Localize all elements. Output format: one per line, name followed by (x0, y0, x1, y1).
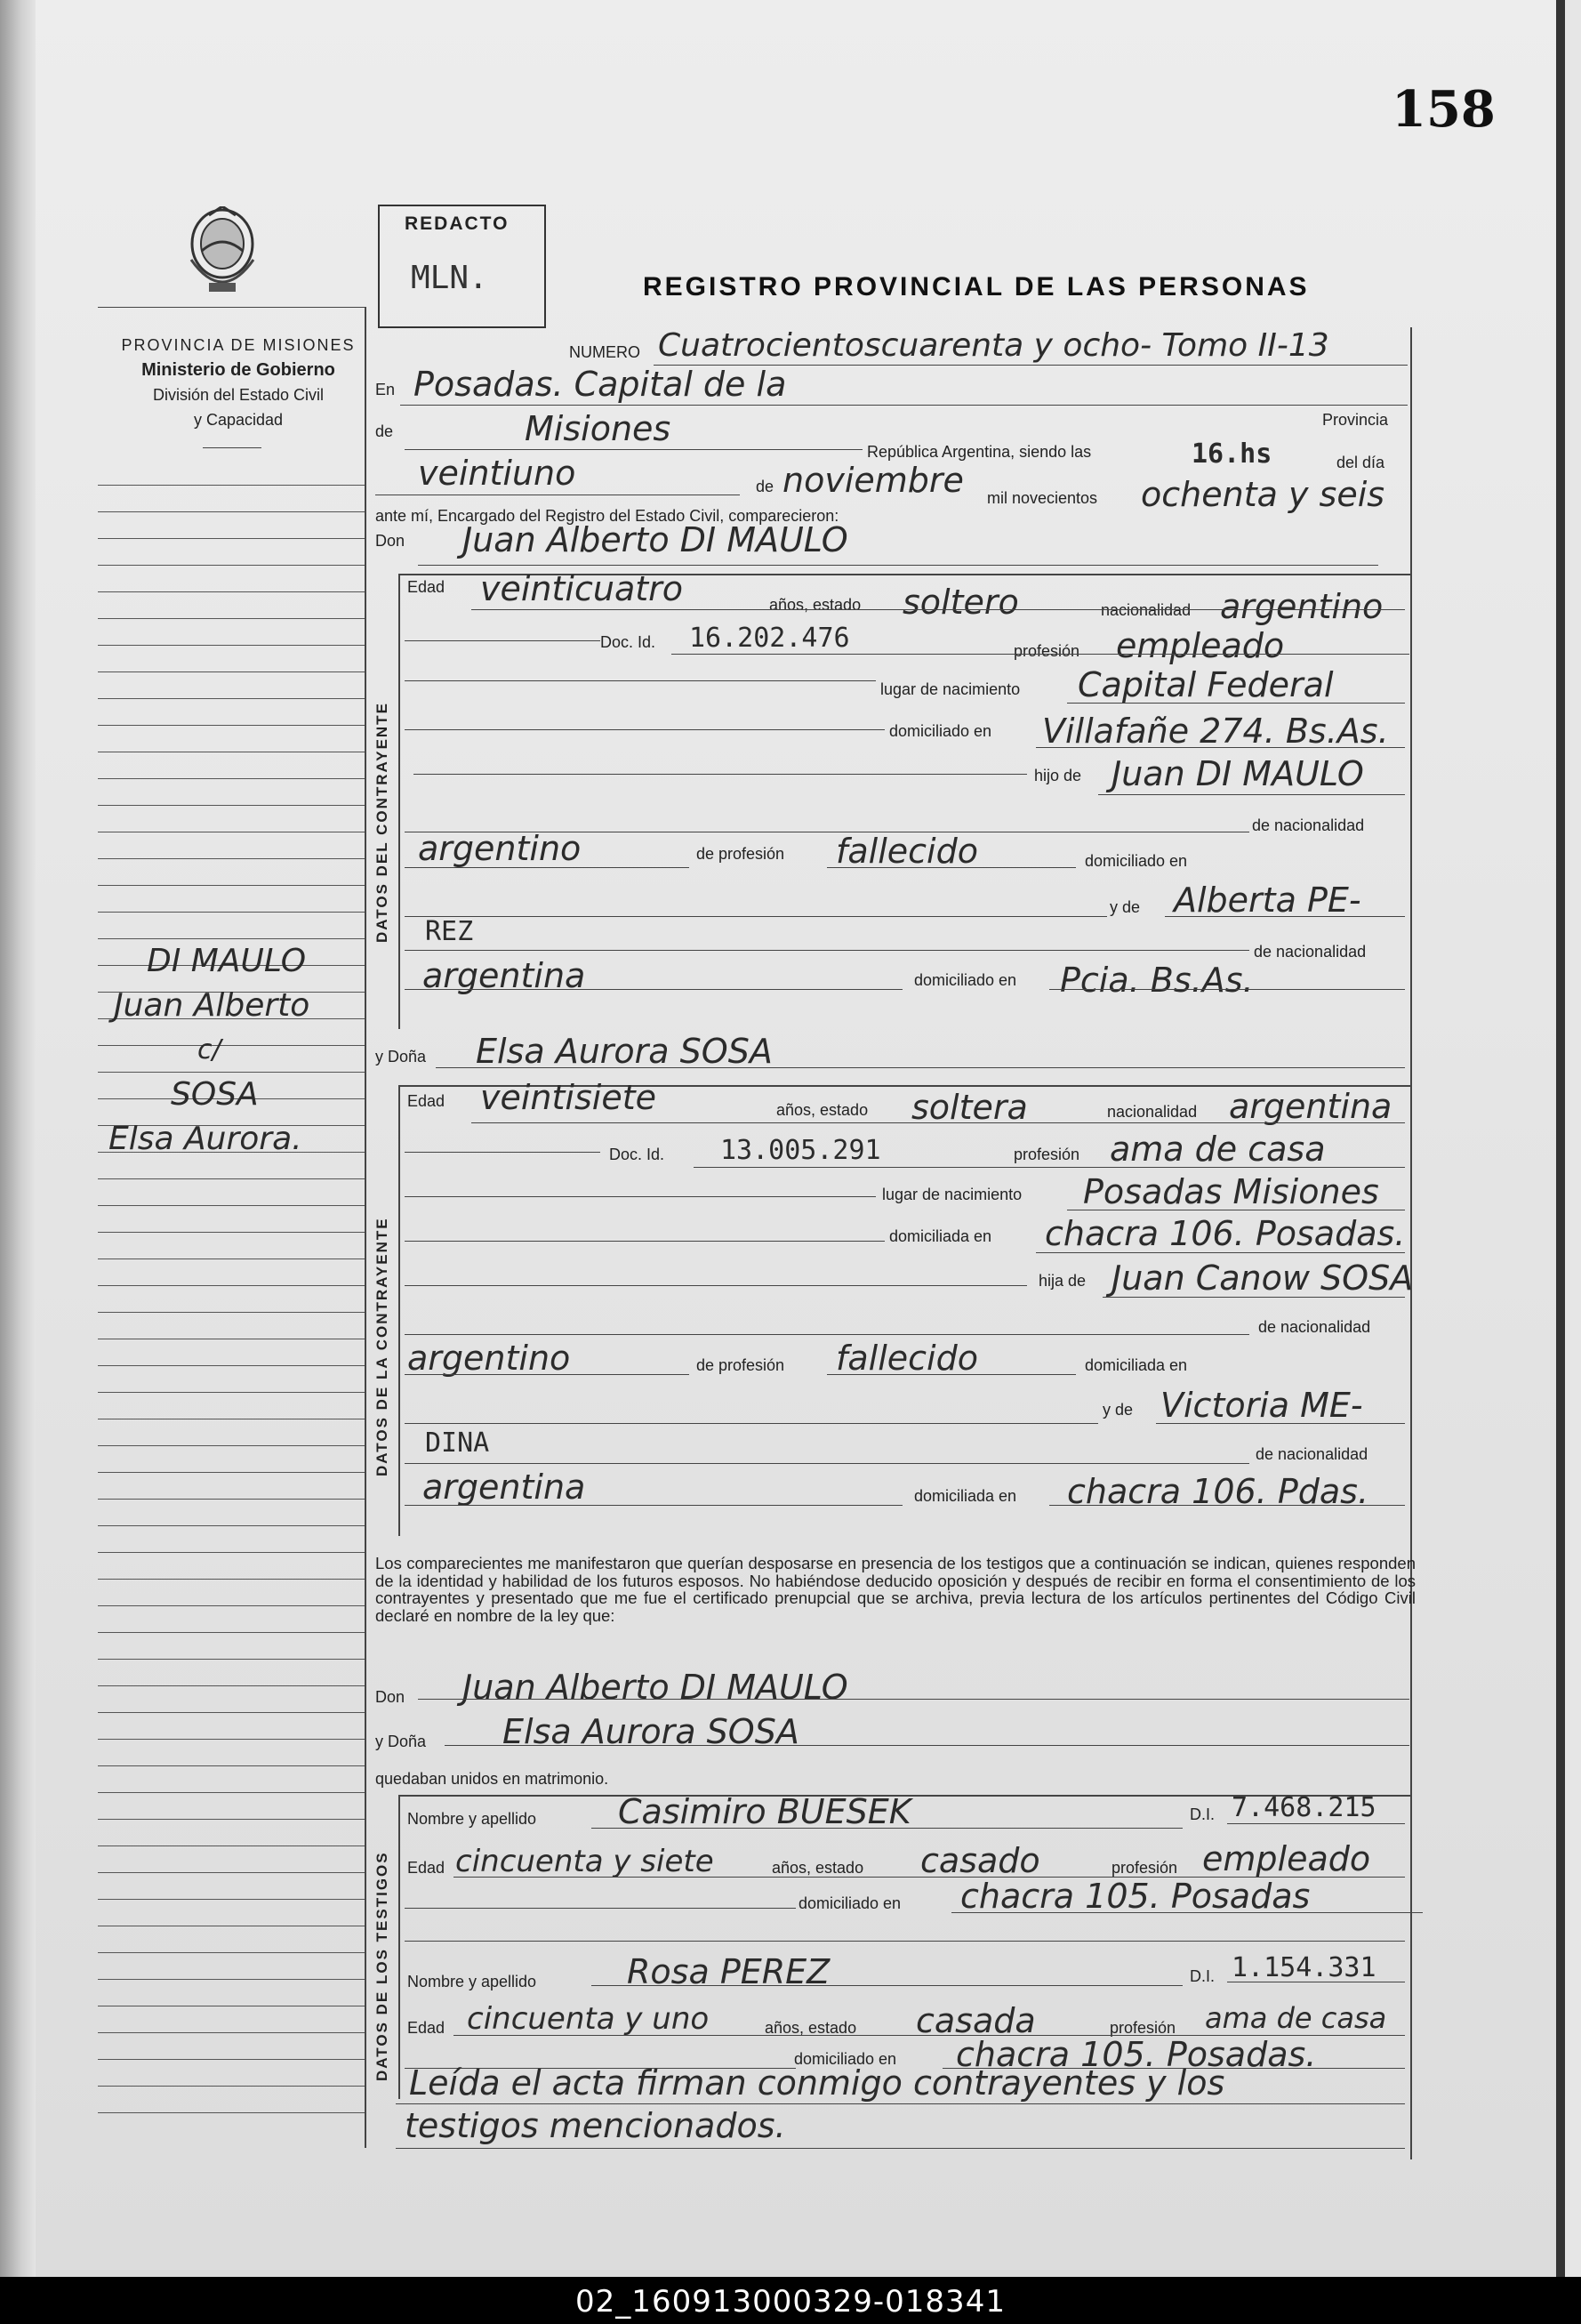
y-de-label: y de (1103, 1401, 1134, 1419)
t2-nombre-label: Nombre y apellido (407, 1973, 537, 1990)
rule (1165, 916, 1405, 917)
domiciliada-label: domiciliada en (1085, 1356, 1188, 1374)
margin-rule-line (98, 1392, 365, 1393)
margin-rule-line (98, 1472, 365, 1473)
doc-label: Doc. Id. (609, 1146, 665, 1163)
t2-di-value: 1.154.331 (1232, 1952, 1376, 1983)
rule (405, 989, 903, 990)
margin-rule-line (98, 1899, 365, 1900)
padre-prof-value: fallecido (836, 1339, 978, 1378)
hora-value: 16.hs (1192, 438, 1272, 470)
nacionalidad-value: argentino (1220, 587, 1384, 626)
redacto-label: REDACTO (405, 213, 510, 234)
margin-rule-line (98, 591, 365, 592)
margin-rule-line (98, 1258, 365, 1259)
edad-value: veintisiete (480, 1078, 656, 1117)
t2-domicilio-value: chacra 105. Posadas. (956, 2035, 1317, 2074)
declaration-paragraph: Los comparecientes me manifestaron que querían desposarse en presencia de los testigos que a continuación se indican, quienes responden de la identidad y habilidad de los futuros esposos. No habiéndose deducido oposición y después de recibir en forma el consentimiento de los contrayentes y presentado que me fue el certificado prenupcial que se archiva, previa lectura de los artículos pertinentes del Código Civil declaré en nombre de la ley que: (375, 1554, 1416, 1625)
rule (1156, 1423, 1405, 1424)
de2-label: de (756, 478, 774, 495)
redacto-box (378, 205, 546, 328)
de-nac-label: de nacionalidad (1258, 1318, 1371, 1336)
rule (405, 916, 1107, 917)
padre-prof-value: fallecido (836, 832, 978, 871)
madre-dom-label: domiciliada en (914, 1487, 1017, 1505)
rule (405, 1505, 903, 1506)
margin-top-rule (98, 307, 365, 308)
lugar-label: lugar de nacimiento (882, 1186, 1023, 1203)
margin-rule-line (98, 2059, 365, 2060)
t1-profesion-value: empleado (1202, 1839, 1371, 1878)
t1-domicilio-value: chacra 105. Posadas (960, 1877, 1311, 1916)
margin-rule-line (98, 1232, 365, 1233)
madre-value-2: REZ (425, 916, 474, 947)
margin-rule-line (98, 1685, 365, 1686)
redacto-initials: MLN. (411, 260, 488, 296)
rule (1227, 1823, 1405, 1824)
margin-rule-line (98, 645, 365, 646)
rule (591, 1985, 1183, 1986)
rule (405, 680, 876, 681)
domicilio-value: chacra 106. Posadas. (1045, 1214, 1406, 1253)
rule (405, 1285, 1027, 1286)
de-nac-label: de nacionalidad (1252, 816, 1365, 834)
t2-edad-value: cincuenta y uno (467, 2001, 710, 2037)
margin-rule-line (98, 1819, 365, 1820)
margin-rule-line (98, 1712, 365, 1713)
rule (1098, 794, 1405, 795)
doc-value: 13.005.291 (720, 1135, 881, 1166)
lugar-label: lugar de nacimiento (880, 680, 1021, 698)
margin-rule-line (98, 2086, 365, 2087)
margin-rule-line (98, 1205, 365, 1206)
madre-value-1: Alberta PE- (1174, 881, 1361, 920)
margin-rule-line (98, 1792, 365, 1793)
margin-rule-line (98, 671, 365, 672)
domicilio-label: domiciliado en (889, 722, 992, 740)
margin-rule-line (98, 938, 365, 939)
don-value: Juan Alberto DI MAULO (462, 520, 848, 559)
de-nac-label-2: de nacionalidad (1254, 943, 1367, 961)
rule (1067, 703, 1405, 704)
rule (445, 1745, 1409, 1746)
margin-given-2: Elsa Aurora. (108, 1121, 302, 1157)
rule (405, 1334, 1249, 1335)
rule (591, 1828, 1183, 1829)
margin-rule-line (98, 1605, 365, 1606)
nacionalidad-value: argentina (1229, 1087, 1392, 1126)
t1-di-value: 7.468.215 (1232, 1792, 1376, 1823)
de-value: Misiones (525, 409, 671, 448)
de-prof-label: de profesión (696, 1356, 785, 1374)
groom-section-label: DATOS DEL CONTRAYENTE (373, 702, 390, 943)
don-label: Don (375, 532, 405, 550)
mil-label: mil novecientos (987, 489, 1098, 507)
nacionalidad-label: nacionalidad (1101, 601, 1192, 619)
del-dia-label: del día (1336, 454, 1385, 471)
rule (405, 950, 1249, 951)
madre-dom-label: domiciliado en (914, 971, 1017, 989)
doc-label: Doc. Id. (600, 633, 656, 651)
margin-rule-line (98, 1765, 365, 1766)
t1-edad-label: Edad (407, 1859, 445, 1877)
division-line: División del Estado Civil (152, 386, 325, 404)
rule (1049, 1505, 1405, 1506)
hija-label: hija de (1039, 1272, 1087, 1290)
rule (405, 1463, 1249, 1464)
margin-rule-line (98, 778, 365, 779)
closing-line-1: Leída el acta firman conmigo contrayentes y los (409, 2063, 1225, 2103)
profesion-label: profesión (1014, 1146, 1080, 1163)
rule (396, 2148, 1405, 2149)
margin-rule-line (98, 885, 365, 886)
page-number: 158 (1392, 80, 1496, 139)
rule (418, 1699, 1409, 1700)
rule (405, 640, 600, 641)
margin-rule-line (98, 1285, 365, 1286)
t1-domicilio-label: domiciliado en (799, 1894, 902, 1912)
t2-nombre-value: Rosa PEREZ (627, 1952, 831, 1991)
t2-estado-value: casada (916, 2001, 1036, 2040)
rule (1049, 989, 1405, 990)
dona-value: Elsa Aurora SOSA (476, 1032, 773, 1071)
margin-rule-line (98, 1365, 365, 1366)
margin-rule-line (98, 538, 365, 539)
margin-surname-1: DI MAULO (147, 943, 307, 979)
rule (827, 1374, 1076, 1375)
margin-rule-line (98, 618, 365, 619)
margin-rule-line (98, 1445, 365, 1446)
rule (405, 1941, 1405, 1942)
edad-label: Edad (407, 578, 445, 596)
rule (405, 449, 863, 450)
domicilio-label: domiciliada en (889, 1227, 992, 1245)
margin-rule-line (98, 725, 365, 726)
lugar-value: Posadas Misiones (1083, 1172, 1379, 1211)
province-line: PROVINCIA DE MISIONES (121, 336, 356, 354)
edad-value: veinticuatro (480, 569, 683, 608)
anos-label: años, estado (776, 1101, 869, 1119)
t1-nombre-label: Nombre y apellido (407, 1810, 537, 1828)
margin-rule-line (98, 1579, 365, 1580)
en-label: En (375, 381, 396, 398)
t2-anos-label: años, estado (765, 2019, 857, 2037)
estado-value: soltera (911, 1088, 1028, 1127)
rule (1036, 1252, 1405, 1253)
rule (1103, 1297, 1405, 1298)
decl-dona-label: y Doña (375, 1733, 427, 1750)
y-de-label: y de (1110, 898, 1141, 916)
margin-rule-line (98, 805, 365, 806)
margin-given-1: Juan Alberto (114, 987, 310, 1024)
en-value: Posadas. Capital de la (413, 365, 787, 404)
rule (400, 405, 1408, 406)
rule (413, 774, 1027, 775)
de-label: de (375, 422, 394, 440)
margin-rule-line (98, 1072, 365, 1073)
t2-profesion-value: ama de casa (1205, 2001, 1387, 2035)
rule (405, 1241, 885, 1242)
numero-value: Cuatrocientoscuarenta y ocho- Tomo II-13 (658, 327, 1329, 364)
margin-rule-line (98, 1045, 365, 1046)
rule (671, 654, 1409, 655)
quedaban-text: quedaban unidos en matrimonio. (375, 1770, 609, 1788)
de-nac-label-2: de nacionalidad (1256, 1445, 1368, 1463)
numero-label: NUMERO (569, 343, 640, 361)
document-title: REGISTRO PROVINCIAL DE LAS PERSONAS (643, 272, 1310, 302)
margin-rule-line (98, 698, 365, 699)
t2-edad-label: Edad (407, 2019, 445, 2037)
t2-di-label: D.I. (1190, 1967, 1216, 1985)
provincia-label: Provincia (1322, 411, 1389, 429)
republica-label: República Argentina, siendo las (867, 443, 1092, 461)
divider (203, 447, 261, 448)
rule (405, 1152, 600, 1153)
dona-label: y Doña (375, 1048, 427, 1066)
madre-value-1: Victoria ME- (1160, 1386, 1363, 1425)
bride-section-label: DATOS DE LA CONTRAYENTE (373, 1217, 390, 1476)
margin-rule-line (98, 1872, 365, 1873)
t1-profesion-label: profesión (1112, 1859, 1178, 1877)
rule (405, 729, 885, 730)
t1-nombre-value: Casimiro BUESEK (618, 1792, 911, 1831)
rule (405, 867, 689, 868)
estado-value: soltero (903, 583, 1019, 622)
closing-line-2: testigos mencionados. (405, 2106, 786, 2145)
padre-value: Juan Canow SOSA (1112, 1258, 1414, 1298)
hijo-label: hijo de (1034, 767, 1082, 784)
margin-rule-line (98, 2032, 365, 2033)
margin-rule-line (98, 565, 365, 566)
nacionalidad-label: nacionalidad (1107, 1103, 1198, 1121)
anio-value: ochenta y seis (1141, 475, 1385, 514)
margin-rule-line (98, 1979, 365, 1980)
rule (436, 1067, 1405, 1068)
margin-rule-line (98, 1952, 365, 1953)
dia-value: veintiuno (418, 454, 576, 493)
decl-don-label: Don (375, 1688, 405, 1706)
rule (405, 1908, 796, 1909)
anos-label: años, estado (769, 596, 862, 614)
margin-rule-line (98, 485, 365, 486)
t1-estado-value: casado (920, 1841, 1040, 1880)
margin-connector: c/ (197, 1034, 221, 1066)
rule (418, 565, 1378, 566)
book-spine (0, 0, 36, 2277)
ante-text: ante mí, Encargado del Registro del Estado Civil, comparecieron: (375, 507, 839, 525)
rule (1036, 747, 1405, 748)
rule (471, 1122, 1405, 1123)
margin-rule-line (98, 2112, 365, 2113)
rule (471, 609, 1405, 610)
rule (405, 1374, 689, 1375)
rule (951, 1912, 1423, 1913)
rule (396, 2103, 1405, 2104)
domicilio-value: Villafañe 274. Bs.As. (1042, 712, 1389, 751)
t1-edad-value: cincuenta y siete (455, 1844, 714, 1879)
madre-dom-value: chacra 106. Pdas. (1067, 1472, 1369, 1511)
margin-rule-line (98, 511, 365, 512)
margin-rule-line (98, 1552, 365, 1553)
footer-bar (0, 2277, 1581, 2324)
madre-dom-value: Pcia. Bs.As. (1060, 961, 1254, 1000)
margin-rule-line (98, 1178, 365, 1179)
edad-label: Edad (407, 1092, 445, 1110)
margin-rule-line (98, 1525, 365, 1526)
mes-value: noviembre (782, 461, 964, 500)
profesion-value: empleado (1116, 626, 1285, 665)
domiciliado-label: domiciliado en (1085, 852, 1188, 870)
rule (694, 1167, 1405, 1168)
lugar-value: Capital Federal (1078, 665, 1334, 704)
margin-rule-line (98, 1739, 365, 1740)
rule (827, 867, 1076, 868)
ministry-line: Ministerio de Gobierno (141, 360, 335, 380)
margin-border (365, 307, 366, 2148)
province-crest-icon (182, 206, 262, 315)
margin-rule-line (98, 858, 365, 859)
capacity-line: y Capacidad (193, 411, 284, 429)
padre-value: Juan DI MAULO (1112, 754, 1364, 793)
doc-value: 16.202.476 (689, 623, 850, 654)
padre-nac-value: argentino (407, 1339, 571, 1378)
margin-rule-line (98, 912, 365, 913)
profesion-label: profesión (1014, 642, 1080, 660)
profesion-value: ama de casa (1110, 1130, 1326, 1169)
decl-dona-value: Elsa Aurora SOSA (502, 1712, 799, 1751)
decl-don-value: Juan Alberto DI MAULO (462, 1668, 848, 1707)
de-prof-label: de profesión (696, 845, 785, 863)
rule (405, 1196, 876, 1197)
t1-di-label: D.I. (1190, 1805, 1216, 1823)
margin-rule-line (98, 1632, 365, 1633)
rule (405, 1423, 1098, 1424)
madre-nac-value: argentina (422, 956, 586, 995)
footer-label: 02_160913000329-018341 (575, 2284, 1006, 2320)
margin-rule-line (98, 1659, 365, 1660)
t1-anos-label: años, estado (772, 1859, 864, 1877)
t2-domicilio-label: domiciliado en (794, 2050, 897, 2068)
margin-rule-line (98, 1499, 365, 1500)
padre-nac-value: argentino (418, 829, 582, 868)
margin-surname-2: SOSA (171, 1076, 259, 1113)
margin-rule-line (98, 1312, 365, 1313)
province-block (105, 333, 372, 432)
witnesses-section-label: DATOS DE LOS TESTIGOS (373, 1851, 390, 2081)
t2-profesion-label: profesión (1110, 2019, 1176, 2037)
madre-nac-value: argentina (422, 1468, 586, 1507)
madre-value-2: DINA (425, 1427, 490, 1459)
